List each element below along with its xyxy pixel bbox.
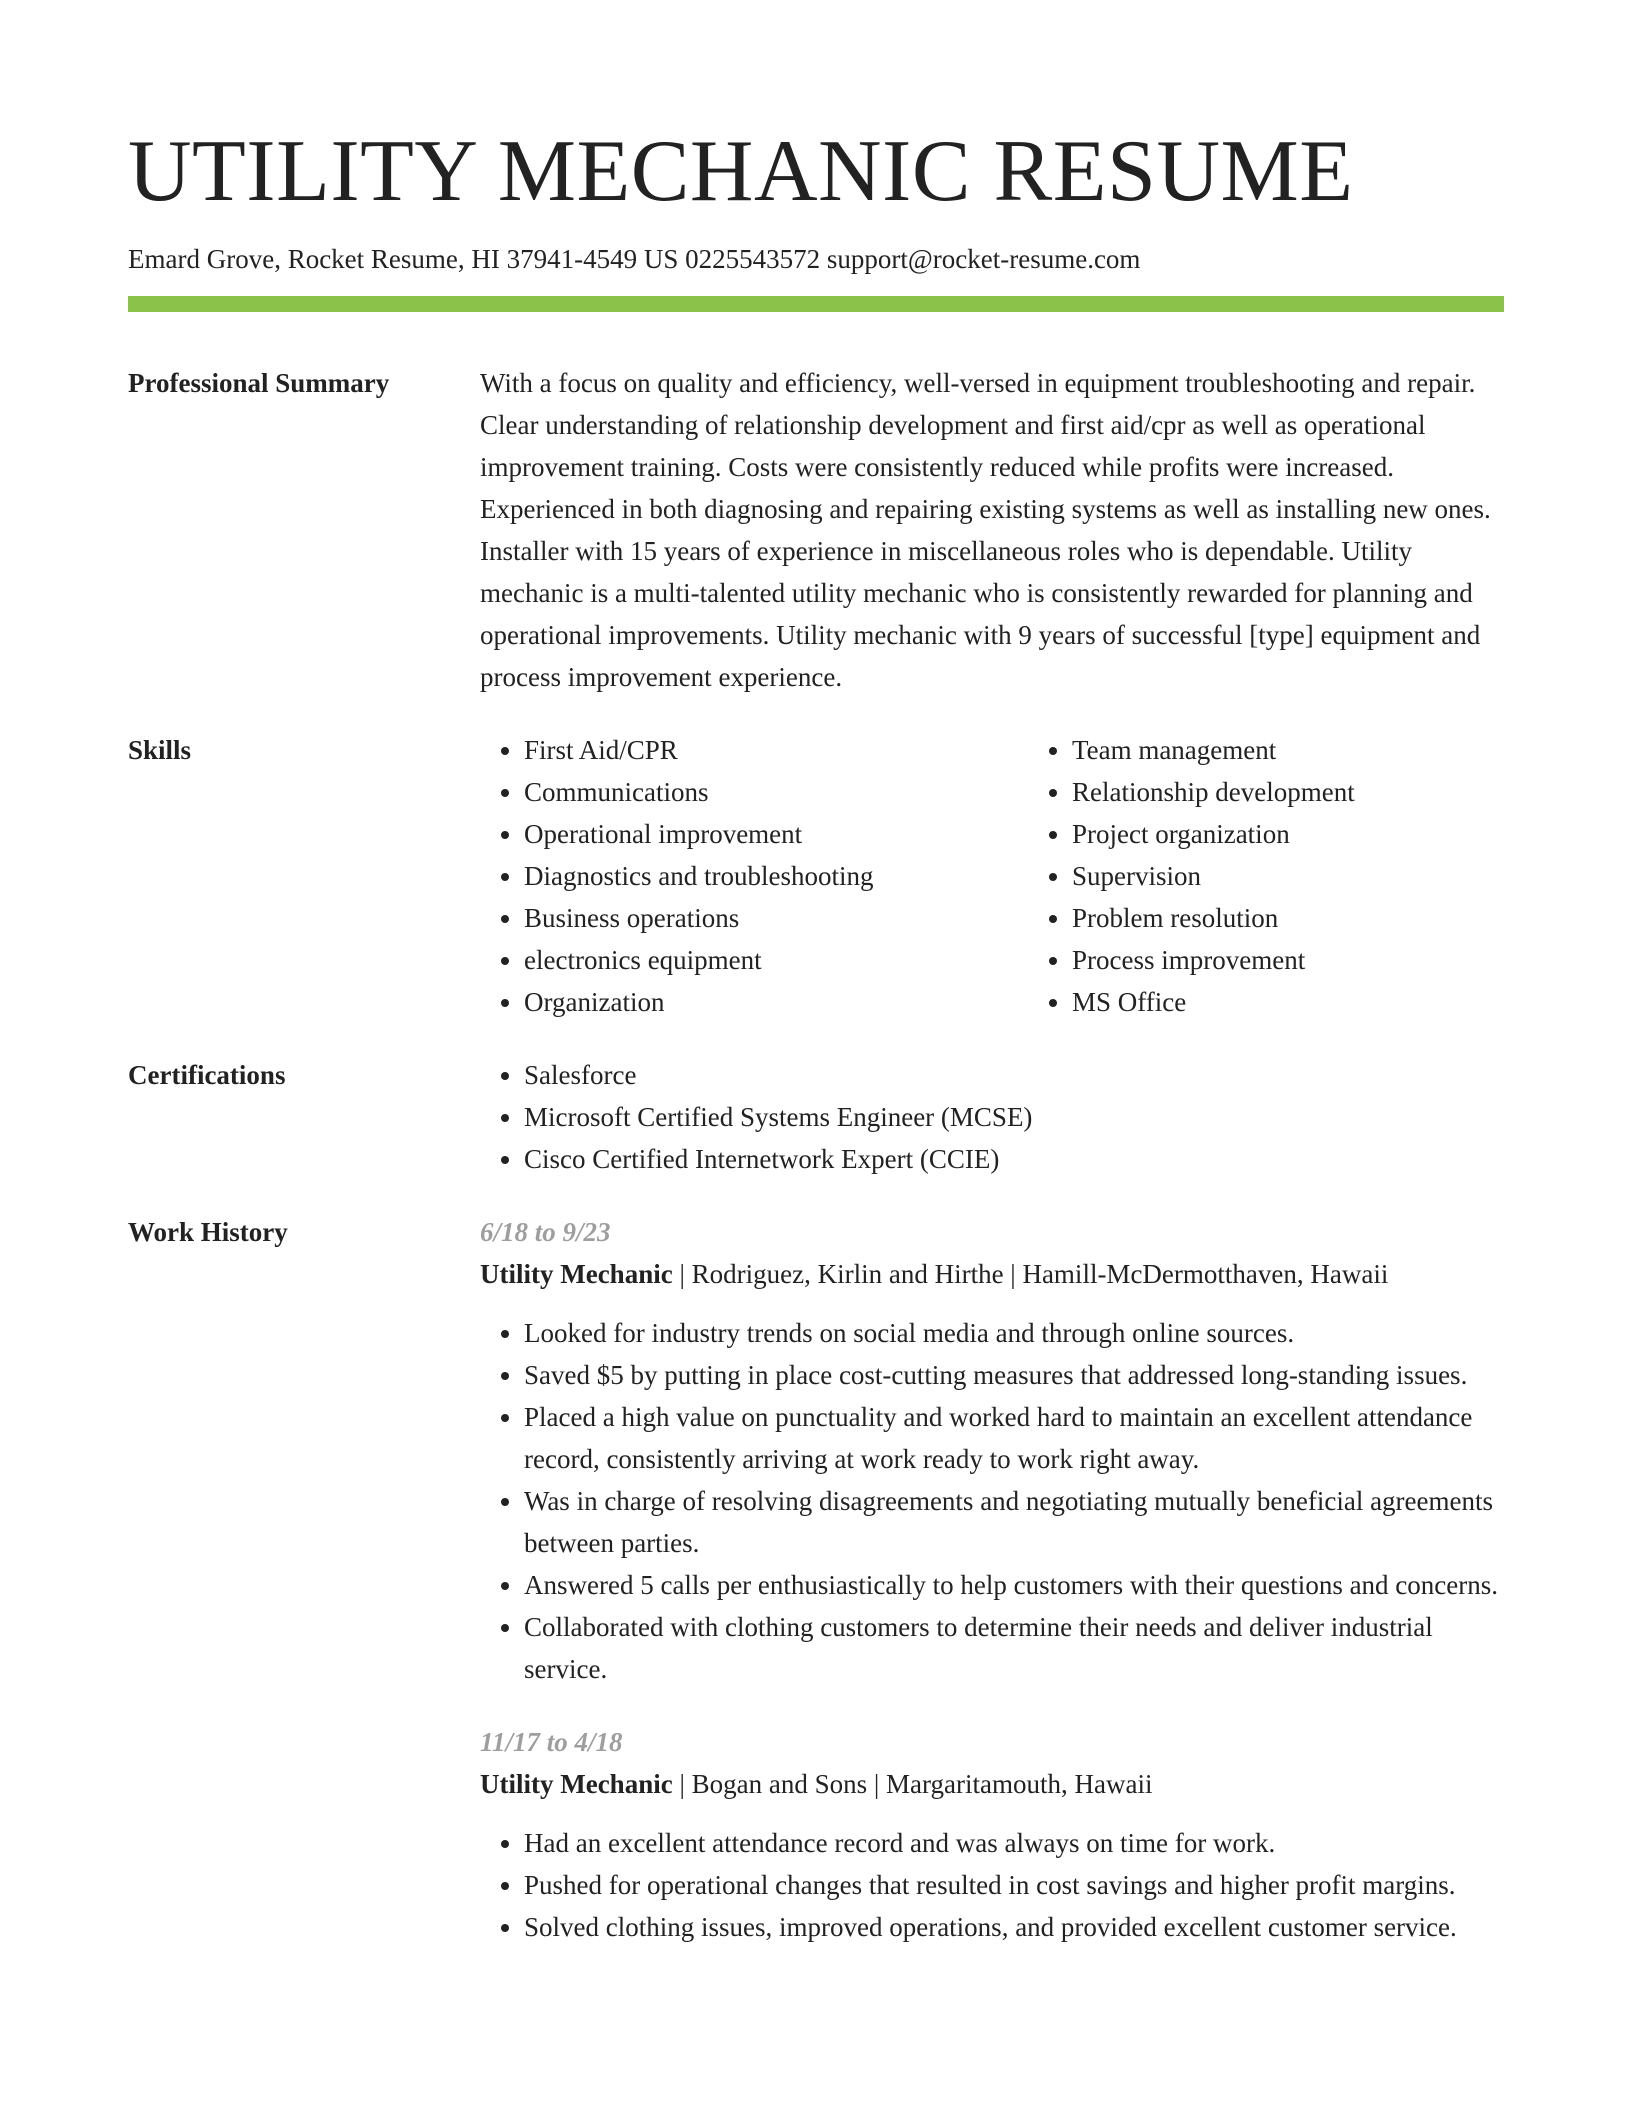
certifications-heading: Certifications [128,1060,286,1090]
summary-heading: Professional Summary [128,368,390,398]
skills-columns [480,729,1504,1023]
skill-item: • MS Office [1072,981,1504,1023]
job-employer-location: | Bogan and Sons | Margaritamouth, Hawaii [672,1769,1153,1799]
skills-heading: Skills [128,735,192,765]
work-history-body [480,1211,1504,1948]
job-bullet-list [480,1822,1504,1948]
job-bullet: • Was in charge of resolving disagreements and negotiating mutually beneficial agreements between parties. [524,1480,1504,1564]
skill-item: • Communications [524,771,1028,813]
contact-email: support@rocket-resume.com [826,244,1141,274]
header-divider [128,296,1504,312]
job-entry [480,1211,1504,1690]
job-title: Utility Mechanic [480,1259,673,1289]
contact-address: Emard Grove, Rocket Resume, HI 37941-4549 US [128,244,679,274]
certification-item: • Salesforce [524,1054,1504,1096]
skills-list-left [480,729,1028,1023]
summary-section [128,312,1504,698]
job-bullet: • Looked for industry trends on social media and through online sources. [524,1312,1504,1354]
job-bullet-list [480,1312,1504,1690]
resume-page [128,0,1504,1948]
certifications-section [128,1054,1504,1180]
skill-item: • Project organization [1072,813,1504,855]
skills-list-right [1028,729,1504,1023]
certification-item: • Microsoft Certified Systems Engineer (MCSE) [524,1096,1504,1138]
job-bullet: • Saved $5 by putting in place cost-cutting measures that addressed long-standing issues. [524,1354,1504,1396]
certifications-body [480,1054,1504,1180]
certifications-list [480,1054,1504,1180]
skills-section [128,729,1504,1023]
resume-title: UTILITY MECHANIC RESUME [128,123,1354,220]
job-employer-location: | Rodriguez, Kirlin and Hirthe | Hamill-McDermotthaven, Hawaii [672,1259,1389,1289]
job-entry [480,1721,1504,1948]
skill-item: • Supervision [1072,855,1504,897]
skill-item: • Diagnostics and troubleshooting [524,855,1028,897]
work-history-section [128,1211,1504,1948]
skill-item: • Team management [1072,729,1504,771]
skill-item: • Organization [524,981,1028,1023]
contact-phone: 0225543572 [685,244,821,274]
job-dates: 6/18 to 9/23 [480,1217,611,1247]
certification-item: • Cisco Certified Internetwork Expert (CCIE) [524,1138,1504,1180]
job-bullet: • Answered 5 calls per enthusiastically to help customers with their questions and concerns. [524,1564,1504,1606]
job-bullet: • Solved clothing issues, improved operations, and provided excellent customer service. [524,1906,1504,1948]
skill-item: • Business operations [524,897,1028,939]
job-heading [480,1253,1504,1295]
skill-item: • Problem resolution [1072,897,1504,939]
job-bullet: • Had an excellent attendance record and was always on time for work. [524,1822,1504,1864]
skills-body [480,729,1504,1023]
skill-item: • First Aid/CPR [524,729,1028,771]
job-bullet: • Collaborated with clothing customers to determine their needs and deliver industrial service. [524,1606,1504,1690]
job-bullet: • Pushed for operational changes that resulted in cost savings and higher profit margins. [524,1864,1504,1906]
skill-item: • Operational improvement [524,813,1028,855]
skill-item: • electronics equipment [524,939,1028,981]
job-dates: 11/17 to 4/18 [480,1727,623,1757]
skill-item: • Relationship development [1072,771,1504,813]
job-heading [480,1763,1504,1805]
summary-text: With a focus on quality and efficiency, well-versed in equipment troubleshooting and repair. Clear understanding of relationship development and first aid/cpr as well as operational improvement training. Costs were consistently reduced while profits were increased. Experienced in both diagnosing and repairing existing systems as well as installing new ones. Installer with 15 years of experience in miscellaneous roles who is dependable. Utility mechanic is a multi-talented utility mechanic who is consistently rewarded for planning and operational improvements. Utility mechanic with 9 years of successful [type] equipment and process improvement experience. [480,368,1491,692]
contact-line [128,242,1504,276]
job-bullet: • Placed a high value on punctuality and worked hard to maintain an excellent attendance record, consistently arriving at work ready to work right away. [524,1396,1504,1480]
summary-body [480,362,1504,698]
job-title: Utility Mechanic [480,1769,673,1799]
skill-item: • Process improvement [1072,939,1504,981]
work-history-heading: Work History [128,1217,288,1247]
